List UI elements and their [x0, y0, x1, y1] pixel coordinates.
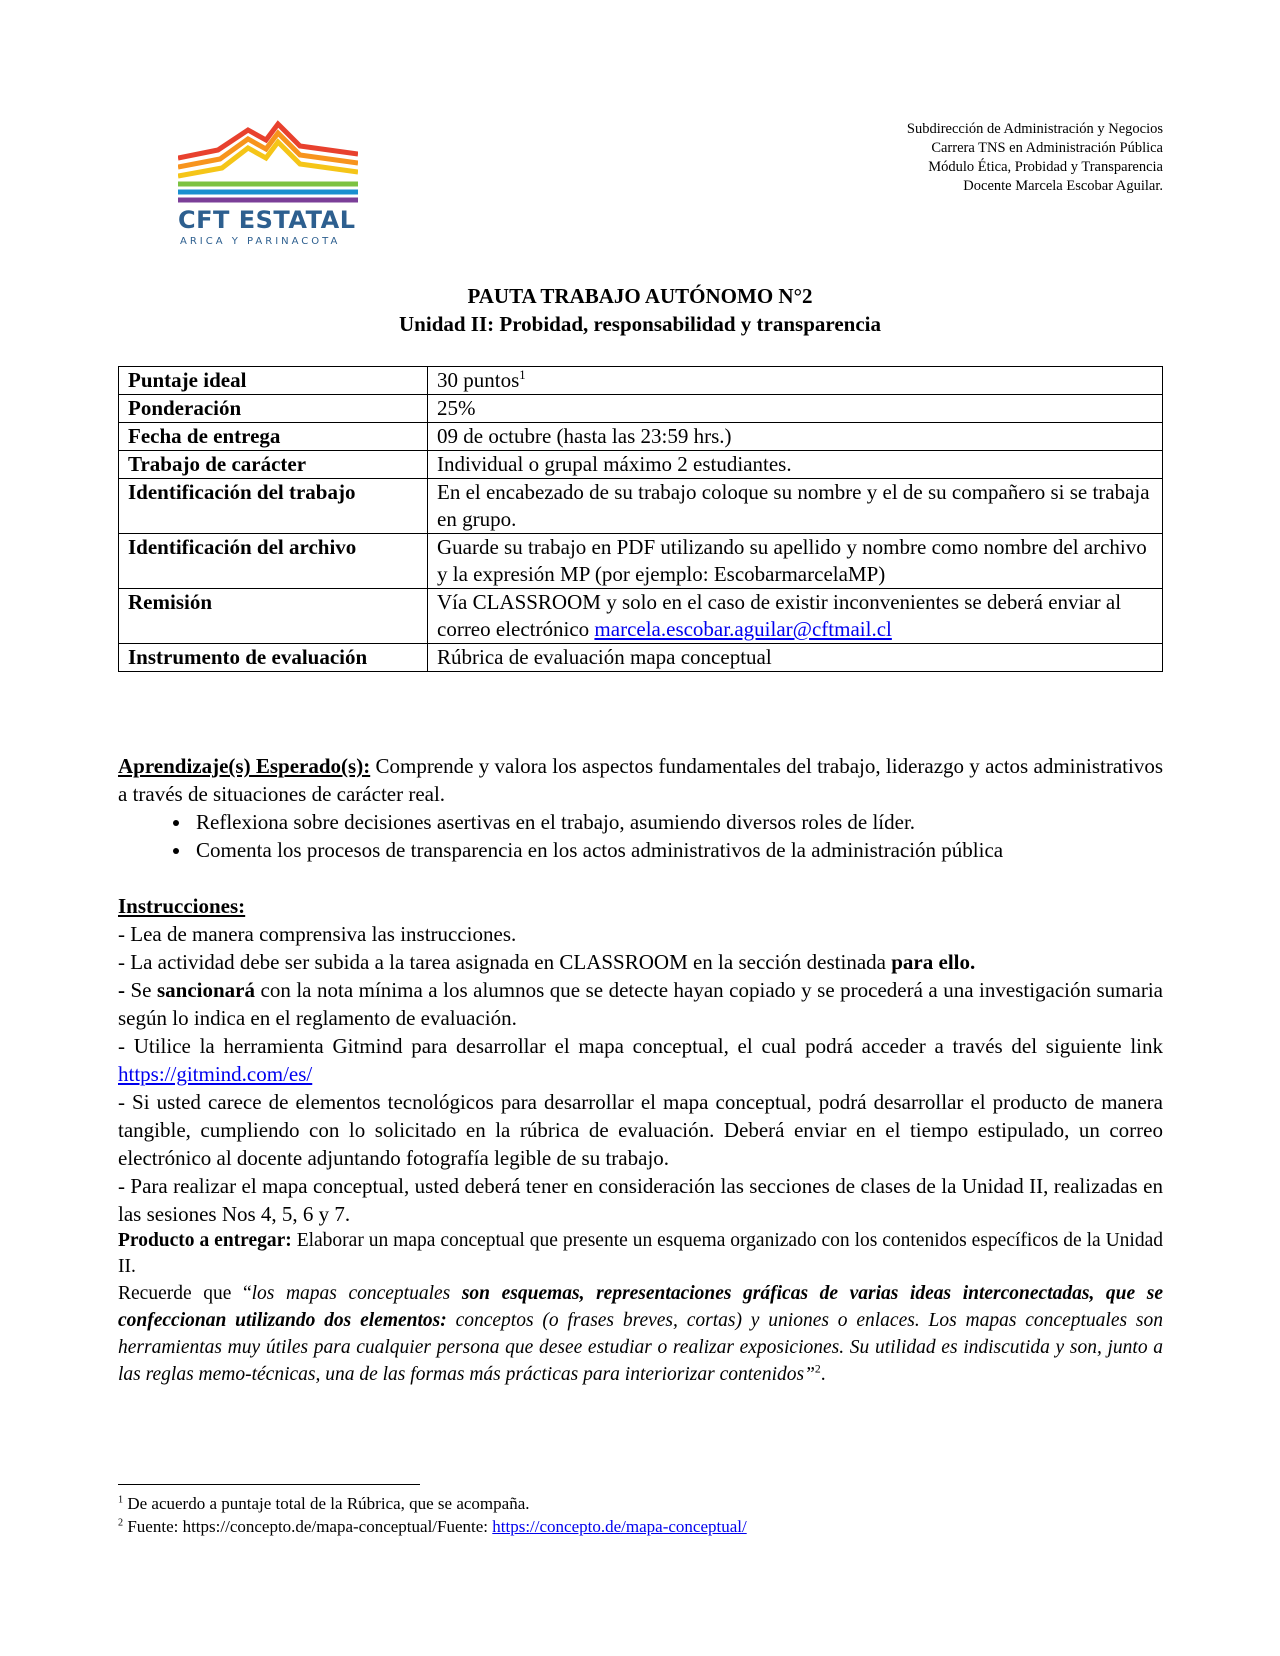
- instruction-bold: para ello.: [891, 950, 976, 974]
- instruction-text: - La actividad debe ser subida a la tarea asignada en CLASSROOM en la sección destinada: [118, 950, 892, 974]
- concepto-link[interactable]: https://concepto.de/mapa-conceptual/: [492, 1517, 747, 1536]
- row-value: 25%: [428, 395, 1163, 423]
- institution-line: Subdirección de Administración y Negocios: [906, 121, 1163, 137]
- footnote-2: [118, 1515, 747, 1538]
- row-value-text: Vía CLASSROOM y solo en el caso de existir inconvenientes se deberá enviar al correo electrónico: [437, 590, 1122, 641]
- row-label: Trabajo de carácter: [119, 451, 428, 479]
- instruction-text: Se: [130, 978, 157, 1002]
- institution-line: Carrera TNS en Administración Pública: [931, 140, 1163, 156]
- institution-info: [907, 120, 1163, 196]
- row-label: Instrumento de evaluación: [119, 644, 428, 672]
- footnote-number: 2: [118, 1517, 124, 1529]
- instruction-line: [118, 976, 1163, 1032]
- table-row: [119, 644, 1163, 672]
- quote-intro: Recuerde que “: [118, 1283, 252, 1304]
- logo-title: CFT ESTATAL: [178, 206, 356, 234]
- document-body: [118, 752, 1163, 1388]
- footnote-text: De acuerdo a puntaje total de la Rúbrica, que se acompaña.: [123, 1494, 530, 1513]
- instruction-text: - Utilice la herramienta Gitmind para desarrollar el mapa conceptual, el cual podrá acceder a través del siguiente link: [118, 1034, 1163, 1058]
- footnote-ref-2[interactable]: 2: [814, 1362, 821, 1376]
- instructions-heading-text: Instrucciones:: [118, 894, 246, 918]
- instruction-line: [118, 948, 1163, 976]
- instruction-line: - Si usted carece de elementos tecnológicos para desarrollar el mapa conceptual, podrá desarrollar el producto de manera tangible, cumpliendo con lo solicitado en la rúbrica de evaluación. Deberá enviar en el tiempo estipulado, un correo electrónico al docente adjuntando fotografía legible de su trabajo.: [118, 1090, 1163, 1170]
- list-item: • Reflexiona sobre decisiones asertivas en el trabajo, asumiendo diversos roles de líder.: [192, 808, 1163, 836]
- row-value: [428, 589, 1163, 644]
- instruction-bold: sancionará: [157, 978, 256, 1002]
- email-link[interactable]: marcela.escobar.aguilar@cftmail.cl: [594, 617, 892, 641]
- quote-paragraph: [118, 1280, 1163, 1388]
- footnotes: [118, 1492, 747, 1538]
- instruction-bold: -: [118, 978, 131, 1002]
- instruction-line: - Para realizar el mapa conceptual, usted deberá tener en consideración las secciones de clases de la Unidad II, realizadas en las sesiones Nos 4, 5, 6 y 7.: [118, 1174, 1163, 1226]
- cft-logo: [178, 120, 358, 250]
- footnote-ref-1[interactable]: 1: [519, 368, 526, 382]
- institution-line: Módulo Ética, Probidad y Transparencia: [928, 159, 1163, 175]
- row-value-text: 30 puntos: [437, 368, 520, 392]
- table-row: [119, 423, 1163, 451]
- assignment-info-table: [118, 366, 1163, 672]
- table-row: [119, 589, 1163, 644]
- row-value: [428, 367, 1163, 395]
- footnote-divider: [118, 1484, 420, 1485]
- document-titles: [0, 282, 1280, 338]
- row-value: En el encabezado de su trabajo coloque su nombre y el de su compañero si se trabaja en grupo.: [428, 479, 1163, 534]
- instruction-line: - Lea de manera comprensiva las instrucciones.: [118, 922, 517, 946]
- product-label: Producto a entregar:: [118, 1230, 292, 1251]
- institution-line: Docente Marcela Escobar Aguilar.: [963, 178, 1163, 194]
- row-label: Identificación del trabajo: [119, 479, 428, 534]
- row-label: Puntaje ideal: [119, 367, 428, 395]
- row-value: Individual o grupal máximo 2 estudiantes.: [428, 451, 1163, 479]
- footnote-text: Fuente: https://concepto.de/mapa-conceptual/Fuente:: [123, 1517, 493, 1536]
- table-row: [119, 395, 1163, 423]
- quote-end: .: [820, 1364, 826, 1385]
- instruction-line: [118, 1032, 1163, 1088]
- product-text: Elaborar un mapa conceptual que presente un esquema organizado con los contenidos específicos de la Unidad II.: [118, 1230, 1163, 1277]
- gitmind-link[interactable]: https://gitmind.com/es/: [118, 1062, 313, 1086]
- table-row: [119, 451, 1163, 479]
- footnote-1: [118, 1492, 747, 1515]
- row-label: Identificación del archivo: [119, 534, 428, 589]
- row-value: Guarde su trabajo en PDF utilizando su apellido y nombre como nombre del archivo y la expresión MP (por ejemplo: EscobarmarcelaMP): [428, 534, 1163, 589]
- footnote-number: 1: [118, 1494, 124, 1506]
- row-label: Fecha de entrega: [119, 423, 428, 451]
- list-item: • Comenta los procesos de transparencia en los actos administrativos de la administración pública: [192, 836, 1163, 864]
- row-label: Remisión: [119, 589, 428, 644]
- quote-bold-italic: son esquemas, representaciones gráficas de varias ideas interconectadas, que se confeccionan utilizando dos elementos:: [118, 1283, 1163, 1331]
- instructions-heading: [118, 892, 1163, 920]
- page-subtitle: Unidad II: Probidad, responsabilidad y transparencia: [399, 312, 881, 336]
- learning-heading: Aprendizaje(s) Esperado(s):: [118, 754, 371, 778]
- row-value: 09 de octubre (hasta las 23:59 hrs.): [428, 423, 1163, 451]
- quote-italic: los mapas conceptuales: [251, 1283, 462, 1304]
- learning-paragraph: [118, 752, 1163, 808]
- logo-subtitle: ARICA Y PARINACOTA: [180, 236, 341, 247]
- product-paragraph: [118, 1228, 1163, 1280]
- table-row: [119, 479, 1163, 534]
- mountain-stripes-logo-icon: [178, 120, 358, 210]
- table-row: [119, 534, 1163, 589]
- learning-bullets: [118, 808, 1163, 864]
- row-label: Ponderación: [119, 395, 428, 423]
- row-value: Rúbrica de evaluación mapa conceptual: [428, 644, 1163, 672]
- learning-text: Comprende y valora los aspectos fundamentales del trabajo, liderazgo y actos administrativos a través de situaciones de carácter real.: [118, 754, 1163, 806]
- instruction-text: con la nota mínima a los alumnos que se detecte hayan copiado y se procederá a una investigación sumaria según lo indica en el reglamento de evaluación.: [118, 978, 1163, 1030]
- page-title: PAUTA TRABAJO AUTÓNOMO N°2: [467, 284, 813, 308]
- quote-italic: conceptos (o frases breves, cortas) y uniones o enlaces. Los mapas conceptuales son herramientas muy útiles para cualquier persona que desee estudiar o realizar exposiciones. Su utilidad es indiscutida y son, junto a las reglas memo-técnicas, una de las formas más prácticas para interiorizar contenidos”: [118, 1310, 1163, 1385]
- table-row: [119, 367, 1163, 395]
